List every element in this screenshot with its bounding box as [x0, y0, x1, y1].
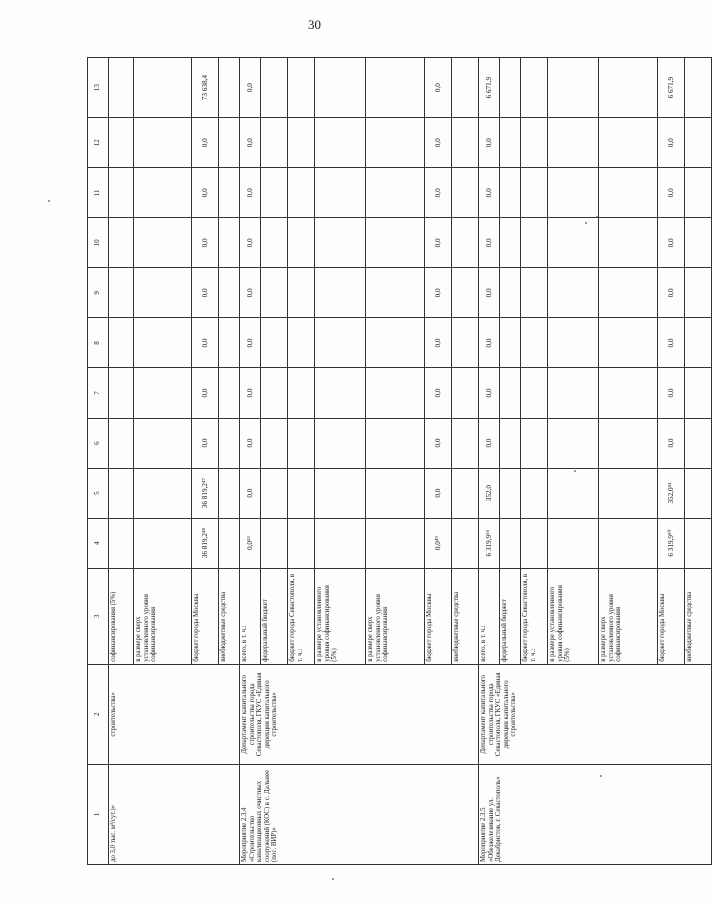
value-cell: 0,0: [240, 418, 261, 468]
value-cell: 6 671,9: [479, 58, 500, 118]
value-cell: 0,0⁵³: [240, 518, 261, 568]
funding-source: всего, в т. ч.:: [240, 568, 261, 664]
value-cell: 0,0: [479, 368, 500, 418]
measure-executor: Департамент капитального строительства города Севастополя, ГКУС «Единая дирекция капитального строительства»: [240, 664, 479, 764]
value-cell: 352,0: [479, 468, 500, 518]
value-cell: 0,0: [192, 268, 219, 318]
value-cell: 6 319,9⁵⁶: [479, 518, 500, 568]
funding-source: в размере сверх установленного уровня софинансирования: [134, 568, 192, 664]
value-cell: 0,0: [240, 368, 261, 418]
column-number: 13: [88, 58, 109, 118]
value-cell: 0,0: [192, 168, 219, 218]
table-row: [479, 58, 500, 865]
value-cell: 0,0: [240, 268, 261, 318]
funding-source: в размере сверх установленного уровня софинансирования: [366, 568, 425, 664]
funding-source: бюджет города Севастополя, в т. ч.:: [288, 568, 315, 664]
value-cell: 0,0: [479, 268, 500, 318]
column-number: 7: [88, 368, 109, 418]
value-cell: 0,0: [425, 268, 452, 318]
page-number: 30: [308, 17, 321, 32]
value-cell: 0,0: [479, 418, 500, 468]
funding-source: софинансирования (5%): [109, 568, 134, 664]
funding-source: в размере установленного уровня софинансирования (5%): [315, 568, 366, 664]
funding-source: бюджет города Москвы: [425, 568, 452, 664]
value-cell: 0,0: [425, 118, 452, 168]
funding-source: всего, в т. ч.:: [479, 568, 500, 664]
value-cell: 0,0: [240, 58, 261, 118]
value-cell: 0,0: [425, 218, 452, 268]
value-cell: 352,0⁵¹: [658, 468, 685, 518]
funding-source: бюджет города Москвы: [658, 568, 685, 664]
value-cell: 0,0: [192, 368, 219, 418]
value-cell: 0,0: [479, 318, 500, 368]
funding-source: федеральный бюджет: [500, 568, 521, 664]
column-number: 4: [88, 518, 109, 568]
measure-executor: строительства»: [109, 664, 240, 764]
financing-table: [87, 57, 712, 865]
rotated-table-wrapper: [87, 57, 693, 865]
measure-title: Мероприятие 2.3.5 «Обезжелезивание ул. Декабристов, г. Севастополь»: [479, 764, 712, 864]
value-cell: 0,0: [240, 218, 261, 268]
value-cell: 0,0: [658, 268, 685, 318]
measure-title: Мероприятие 2.3.4 «Строительство канализационных очистных сооружений (КОС) в с. Дальнее (пос. ВИР)»: [240, 764, 479, 864]
column-number: 2: [88, 664, 109, 764]
measure-title: до 3,0 тыс. м³/сут.)»: [109, 764, 240, 864]
value-cell: 0,0: [479, 168, 500, 218]
value-cell: 0,0: [479, 218, 500, 268]
value-cell: 0,0: [658, 118, 685, 168]
funding-source: в размере установленного уровня софинансирования (5%): [548, 568, 599, 664]
value-cell: 0,0: [240, 118, 261, 168]
value-cell: 0,0: [425, 368, 452, 418]
funding-source: федеральный бюджет: [261, 568, 288, 664]
column-number: 5: [88, 468, 109, 518]
column-number-row: [88, 58, 109, 865]
scan-speck: [48, 200, 50, 202]
funding-source: внебюджетные средства: [452, 568, 479, 664]
value-cell: 0,0: [425, 168, 452, 218]
value-cell: 6 319,9⁵⁰: [658, 518, 685, 568]
value-cell: 0,0: [240, 168, 261, 218]
column-number: 11: [88, 168, 109, 218]
funding-source: внебюджетные средства: [685, 568, 712, 664]
value-cell: 0,0: [425, 58, 452, 118]
value-cell: 0,0: [658, 418, 685, 468]
column-number: 6: [88, 418, 109, 468]
value-cell: 0,0⁴⁹: [425, 518, 452, 568]
value-cell: 0,0: [658, 368, 685, 418]
scan-speck: [332, 878, 334, 880]
value-cell: 0,0: [425, 318, 452, 368]
value-cell: 0,0: [425, 418, 452, 468]
column-number: 10: [88, 218, 109, 268]
value-cell: 36 819,2⁴⁷: [192, 468, 219, 518]
value-cell: 0,0: [479, 118, 500, 168]
value-cell: 0,0: [192, 418, 219, 468]
value-cell: 6 671,9: [658, 58, 685, 118]
value-cell: 0,0: [658, 318, 685, 368]
value-cell: 36 819,2⁴⁸: [192, 518, 219, 568]
value-cell: 73 638,4: [192, 58, 219, 118]
column-number: 9: [88, 268, 109, 318]
value-cell: 0,0: [192, 218, 219, 268]
column-number: 3: [88, 568, 109, 664]
value-cell: 0,0: [192, 118, 219, 168]
funding-source: внебюджетные средства: [219, 568, 240, 664]
column-number: 8: [88, 318, 109, 368]
value-cell: 0,0: [425, 468, 452, 518]
value-cell: 0,0: [658, 218, 685, 268]
column-number: 1: [88, 764, 109, 864]
value-cell: 0,0: [240, 318, 261, 368]
funding-source: в размере сверх установленного уровня софинансирования: [599, 568, 658, 664]
table-row: [109, 58, 134, 865]
funding-source: бюджет города Севастополя, в т. ч.:: [521, 568, 548, 664]
funding-source: бюджет города Москвы: [192, 568, 219, 664]
table-row: [240, 58, 261, 865]
measure-executor: Департамент капитального строительства города Севастополя, ГКУС «Единая дирекция капитального строительства»: [479, 664, 712, 764]
value-cell: 0,0: [240, 468, 261, 518]
value-cell: 0,0: [658, 168, 685, 218]
column-number: 12: [88, 118, 109, 168]
value-cell: 0,0: [192, 318, 219, 368]
